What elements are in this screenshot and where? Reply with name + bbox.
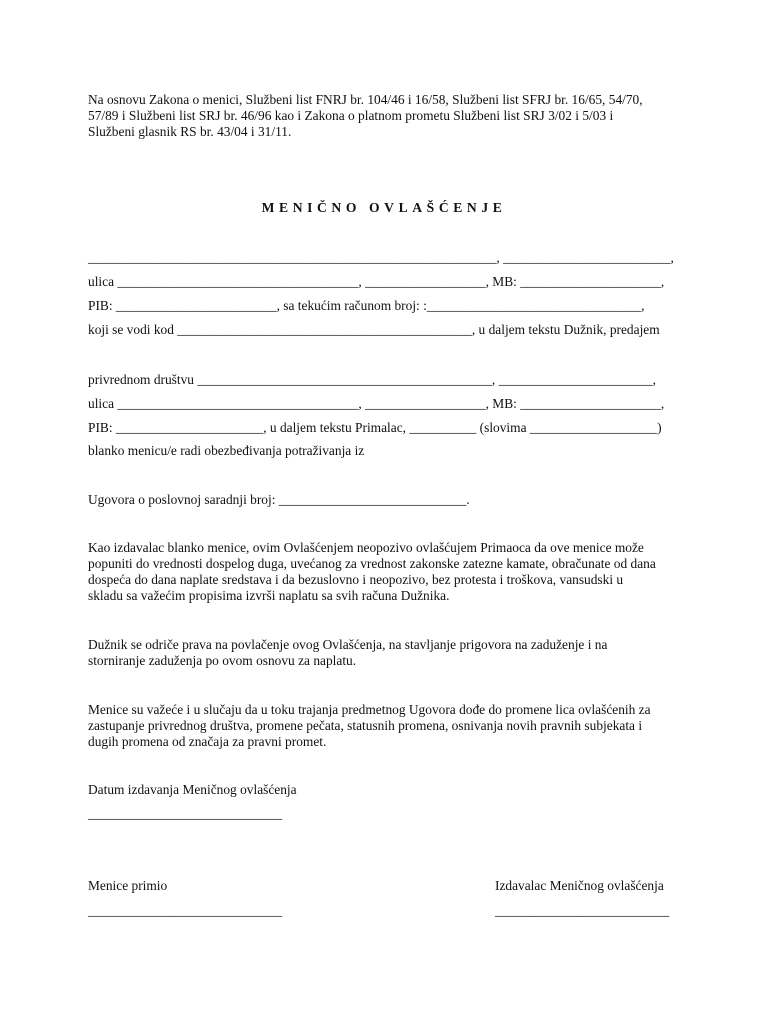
paragraph-line: dospeća do dana naplate sredstava i da bezuslovno i neopozivo, bez protesta i troškova, vansudski u	[88, 572, 624, 587]
intro-paragraph	[88, 92, 686, 140]
paragraph-line: storniranje zaduženja po ovom osnovu za naplatu.	[88, 653, 357, 668]
issuer-label: Izdavalac Meničnog ovlašćenja	[495, 878, 664, 893]
intro-line: Službeni glasnik RS br. 43/04 i 31/11.	[88, 124, 292, 139]
paragraph-line: Dužnik se odriče prava na povlačenje ovog Ovlašćenja, na stavljanje prigovora na zaduženje i na	[88, 637, 608, 652]
paragraph-line: dugih promena od značaja za pravni promet.	[88, 734, 327, 749]
authorization-paragraph	[88, 540, 686, 604]
paragraph-line: Menice su važeće i u slučaju da u toku trajanja predmetnog Ugovora dođe do promene lica ovlašćenih za	[88, 702, 651, 717]
issue-date-line: _____________________________	[88, 806, 283, 821]
document-title: MENIČNO OVLAŠĆENJE	[261, 200, 507, 215]
intro-line: Na osnovu Zakona o menici, Službeni list FNRJ br. 104/46 i 16/58, Službeni list SFRJ br. 16/65, 54/70,	[88, 92, 643, 107]
paragraph-line: skladu sa važećim propisima izvrši naplatu sa svih računa Dužnika.	[88, 588, 450, 603]
form-line-name: _____________________________________________________________, _________________________,	[88, 250, 674, 265]
received-by-signature-line: _____________________________	[88, 903, 283, 918]
form-line-company: privrednom društvu ____________________________________________, _______________________,	[88, 372, 656, 387]
form-line-street: ulica ____________________________________, __________________, MB: _____________________,	[88, 274, 665, 289]
form-line-street-2: ulica ____________________________________, __________________, MB: _____________________,	[88, 396, 665, 411]
form-line-pib-2: PIB: ______________________, u daljem tekstu Primalac, __________ (slovima ___________________)	[88, 420, 662, 435]
paragraph-line: zastupanje privrednog društva, promene pečata, statusnih promena, osnivanja novih pravnih subjekata i	[88, 718, 643, 733]
form-line-pib: PIB: ________________________, sa tekućim računom broj: :________________________________,	[88, 298, 645, 313]
form-line-bank: koji se vodi kod ____________________________________________, u daljem tekstu Dužnik, predajem	[88, 322, 660, 337]
received-by-label: Menice primio	[88, 878, 168, 893]
issuer-signature-line: __________________________	[495, 903, 670, 918]
validity-paragraph	[88, 702, 686, 750]
form-line-purpose: blanko menicu/e radi obezbeđivanja potraživanja iz	[88, 443, 365, 458]
waiver-paragraph	[88, 637, 686, 669]
issue-date-label: Datum izdavanja Meničnog ovlašćenja	[88, 782, 297, 797]
contract-line: Ugovora o poslovnoj saradnji broj: ____________________________.	[88, 492, 470, 507]
intro-line: 57/89 i Službeni list SRJ br. 46/96 kao i Zakona o platnom prometu Službeni list SRJ 3/02 i 5/03 i	[88, 108, 614, 123]
paragraph-line: Kao izdavalac blanko menice, ovim Ovlašćenjem neopozivo ovlašćujem Primaoca da ove menice može	[88, 540, 644, 555]
paragraph-line: popuniti do vrednosti dospelog duga, uvećanog za vrednost zakonske zatezne kamate, obračunate od dana	[88, 556, 656, 571]
